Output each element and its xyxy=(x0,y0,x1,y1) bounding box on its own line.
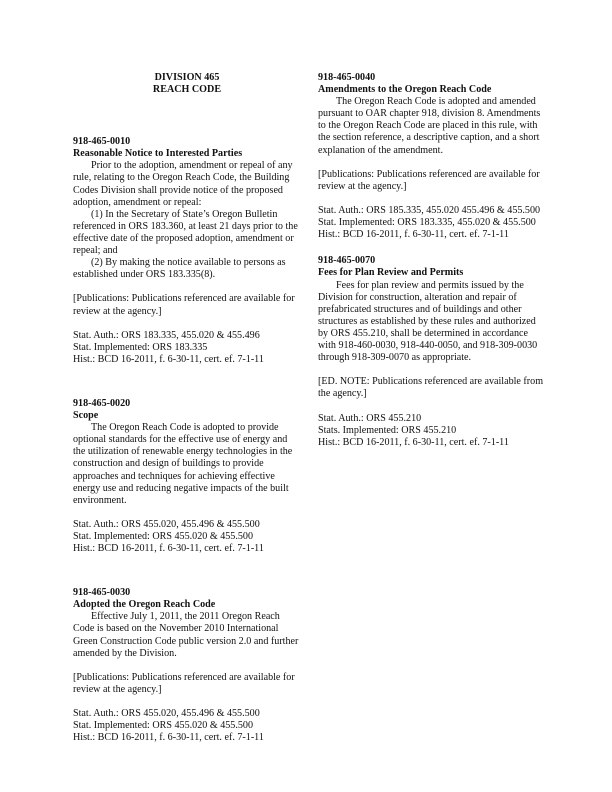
rule-918-465-0040 xyxy=(318,72,546,241)
rule-918-465-0010 xyxy=(73,136,301,366)
publications-note: [Publications: Publications referenced are available for review at the agency.] xyxy=(73,671,295,695)
history: Hist.: BCD 16-2011, f. 6-30-11, cert. ef. 7-1-11 xyxy=(318,229,509,241)
stat-auth: Stat. Auth.: ORS 183.335, 455.020 & 455.496 xyxy=(73,329,260,341)
rule-body: The Oregon Reach Code is adopted to provide optional standards for the effective use of energy and the utilization of renewable energy technologies in the construction and design of buildings to provide approaches and techniques for achieving effective energy use and reducing negative impacts of the built environment. xyxy=(73,422,293,506)
stat-implemented: Stat. Implemented: ORS 183.335, 455.020 & 455.500 xyxy=(318,217,536,229)
stat-implemented: Stat. Implemented: ORS 455.020 & 455.500 xyxy=(73,531,253,542)
division-title: REACH CODE xyxy=(152,84,222,96)
history: Hist.: BCD 16-2011, f. 6-30-11, cert. ef. 7-1-11 xyxy=(318,436,509,448)
rule-number: 918-465-0040 xyxy=(318,72,376,83)
right-column xyxy=(318,72,546,449)
rule-918-465-0030 xyxy=(73,587,301,744)
stat-auth: Stat. Auth.: ORS 185.335, 455.020 455.496 & 455.500 xyxy=(318,205,541,217)
history: Hist.: BCD 16-2011, f. 6-30-11, cert. ef. 7-1-11 xyxy=(73,543,264,555)
rule-title: Reasonable Notice to Interested Parties xyxy=(73,148,243,160)
rule-body: The Oregon Reach Code is adopted and amended pursuant to OAR chapter 918, division 8. Amendments to the Oregon Reach Code are placed in this rule, with the section reference, a descriptive caption, and a short explanation of the amendment. xyxy=(318,96,541,156)
stat-implemented: Stat. Implemented: ORS 183.335 xyxy=(73,341,208,353)
stat-auth: Stat. Auth.: ORS 455.210 xyxy=(318,412,422,424)
rule-title: Adopted the Oregon Reach Code xyxy=(73,599,216,611)
rule-body: Prior to the adoption, amendment or repeal of any rule, relating to the Oregon Reach Code, the Building Codes Division shall provide notice of the proposed adoption, amendment or repeal: xyxy=(73,160,293,208)
division-header xyxy=(73,72,301,96)
rule-body: Fees for plan review and permits issued by the Division for construction, alteration and repair of prefabricated structures and of buildings and other structures as established by these rules and authorized by ORS 455.210, shall be determined in accordance with 918-460-0030, 918-440-0050, and 918-309-0030 through 918-309-0070 as appropriate. xyxy=(318,279,538,364)
stat-implemented: Stat. Implemented: ORS 455.020 & 455.500 xyxy=(73,720,253,732)
publications-note: [Publications: Publications referenced are available for review at the agency.] xyxy=(73,293,295,317)
rule-title: Amendments to the Oregon Reach Code xyxy=(318,84,492,96)
publications-note: [Publications: Publications referenced are available for review at the agency.] xyxy=(318,168,540,192)
rule-918-465-0020 xyxy=(73,398,301,555)
rule-918-465-0070 xyxy=(318,255,546,449)
stat-auth: Stat. Auth.: ORS 455.020, 455.496 & 455.500 xyxy=(73,518,260,530)
history: Hist.: BCD 16-2011, f. 6-30-11, cert. ef. 7-1-11 xyxy=(73,732,264,744)
stat-implemented: Stats. Implemented: ORS 455.210 xyxy=(318,424,457,436)
stat-auth: Stat. Auth.: ORS 455.020, 455.496 & 455.500 xyxy=(73,708,260,720)
rule-number: 918-465-0010 xyxy=(73,136,131,148)
rule-number: 918-465-0070 xyxy=(318,255,376,267)
history: Hist.: BCD 16-2011, f. 6-30-11, cert. ef. 7-1-11 xyxy=(73,353,264,365)
rule-body: (2) By making the notice available to persons as established under ORS 183.335(8). xyxy=(73,257,286,281)
left-column xyxy=(73,72,301,744)
rule-title: Scope xyxy=(73,410,99,422)
editor-note: [ED. NOTE: Publications referenced are available from the agency.] xyxy=(318,376,544,400)
rule-body: Effective July 1, 2011, the 2011 Oregon Reach Code is based on the November 2010 International Green Construction Code public version 2.0 and further amended by the Division. xyxy=(73,611,299,659)
rule-number: 918-465-0020 xyxy=(73,397,131,409)
rule-body: (1) In the Secretary of State’s Oregon Bulletin referenced in ORS 183.360, at least 21 days prior to the effective date of the proposed adoption, amendment or repeal; and xyxy=(73,208,298,257)
rule-number: 918-465-0030 xyxy=(73,587,131,599)
division-number: DIVISION 465 xyxy=(154,72,220,83)
rule-title: Fees for Plan Review and Permits xyxy=(318,267,464,279)
